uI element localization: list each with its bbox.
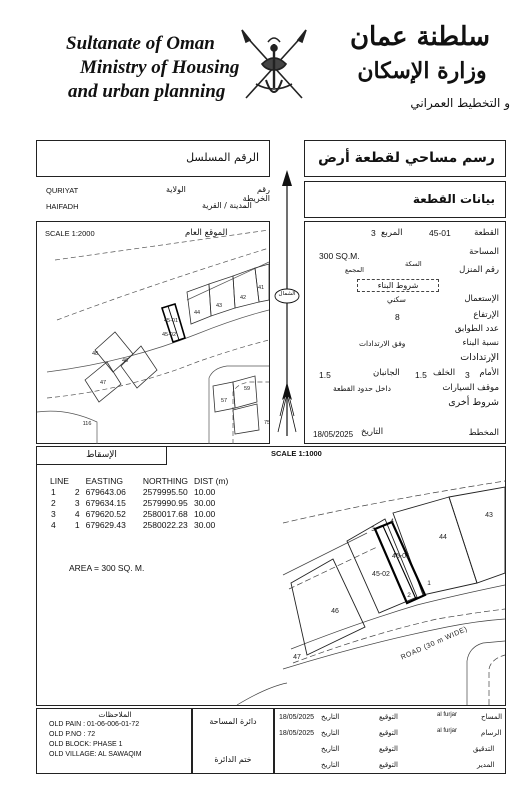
village-label: المدينة / القرية [202, 201, 252, 210]
corner-3: 3 [371, 526, 375, 533]
location-map-plot-48: 48 [91, 351, 99, 357]
block-value: 3 [371, 228, 376, 238]
location-map-drawing [37, 222, 269, 443]
plan-plot-45-02: 45-02 [372, 571, 390, 578]
location-map-plot-43: 43 [215, 303, 223, 309]
location-map-plot-45-02: 45-02 [161, 332, 177, 338]
note-old-village: OLD VILLAGE: AL SAWAQIM [49, 751, 142, 758]
ministry-name-ar-line2: وزارة الإسكان [357, 58, 487, 84]
ministry-name-en-line3: and urban planning [68, 81, 226, 102]
location-map-plot-47: 47 [99, 380, 107, 386]
village-value: HAIFADH [46, 202, 79, 211]
wilayat-label: الولاية [166, 185, 186, 194]
ministry-name-ar-line1: سلطنة عمان [349, 22, 491, 52]
location-map-plot-59: 59 [243, 386, 251, 392]
coordinates-row: 1 2 679643.06 2579995.50 10.00 [51, 487, 216, 497]
coordinates-row: 4 1 679629.43 2580022.23 30.00 [51, 520, 216, 530]
area-statement: AREA = 300 SQ. M. [69, 563, 145, 573]
sides-label: الجانبان [373, 368, 400, 378]
height-label: الإرتفاع [473, 310, 499, 320]
corner-1: 1 [427, 580, 431, 587]
plan-date-value: 18/05/2025 [313, 430, 354, 439]
parking-value: داخل حدود القطعة [333, 384, 391, 393]
area-value: 300 SQ.M. [319, 251, 360, 261]
signature-row: 18/05/2025 التاريخ التوقيع al furjar المساح [279, 712, 503, 721]
sides-value: 1.5 [319, 370, 331, 380]
planner-label: المخطط [468, 428, 499, 438]
coverage-label: نسبة البناء [462, 338, 499, 348]
front-label: الأمام [479, 368, 499, 378]
serial-number-box [36, 140, 270, 177]
height-value: 8 [395, 312, 400, 322]
plan-plot-46: 46 [331, 608, 339, 615]
location-map-title: الموقع العام [185, 228, 228, 238]
coverage-value: وفق الارتدادات [359, 339, 406, 348]
street-sublabel: السكة [405, 260, 422, 268]
survey-department-label: دائرة المساحة [209, 717, 257, 726]
projection-label: الإسقاط [37, 447, 167, 465]
notes-panel [36, 708, 192, 774]
signature-row: 18/05/2025 التاريخ التوقيع al furjar الرسام [279, 728, 502, 737]
col-dist: DIST (m) [194, 476, 229, 486]
plot-plan-drawing [37, 447, 505, 705]
plot-data-title-box [304, 181, 506, 218]
national-emblem-icon [232, 24, 316, 112]
ministry-name-en-line2: Ministry of Housing [80, 57, 240, 78]
other-conditions-label: شروط أخرى [448, 397, 499, 408]
note-old-plot-no: OLD P.NO : 72 [49, 731, 96, 738]
house-number-label: رقم المنزل [459, 265, 499, 275]
front-value: 3 [465, 370, 470, 380]
department-seal-label: ختم الدائرة [214, 755, 252, 764]
use-value: سكني [387, 295, 406, 304]
coordinates-row: 2 3 679634.15 2579990.95 30.00 [51, 498, 216, 508]
document-title: رسم مساحي لقطعة أرض [318, 150, 495, 166]
map-number-label: رقم الخريطة [242, 185, 270, 203]
ministry-name-en-line1: Sultanate of Oman [66, 33, 215, 54]
notes-lines [49, 720, 142, 760]
complex-sublabel: المجمع [345, 266, 364, 274]
location-map-scale: SCALE 1:2000 [45, 229, 95, 238]
location-map-plot-45-01: 45-01 [163, 318, 179, 324]
col-line: LINE [50, 476, 69, 486]
signature-row: التاريخ التوقيع التدقيق [321, 745, 495, 753]
location-map-panel [36, 221, 270, 444]
location-map-plot-116: 116 [82, 421, 92, 427]
location-map-plot-42: 42 [239, 295, 247, 301]
location-map-plot-44: 44 [193, 310, 201, 316]
location-info [36, 181, 270, 217]
plan-scale: SCALE 1:1000 [271, 449, 322, 458]
document-title-box [304, 140, 506, 177]
plan-plot-45-01: 45-01 [392, 553, 410, 560]
serial-number-label: الرقم المسلسل [186, 151, 259, 164]
plot-data-title: بيانات القطعة [412, 192, 495, 206]
signatures-panel [274, 708, 506, 774]
floors-label: عدد الطوابق [454, 324, 499, 334]
back-value: 1.5 [415, 370, 427, 380]
wilayat-value: QURIYAT [46, 186, 79, 195]
plan-plot-47: 47 [293, 654, 301, 661]
plot-plan-panel [36, 446, 506, 706]
department-seal-box [192, 708, 274, 774]
parking-label: موقف السيارات [442, 383, 499, 393]
area-label: المساحة [469, 247, 499, 257]
col-northing: NORTHING [142, 476, 189, 486]
location-map-plot-46: 46 [121, 358, 129, 364]
plan-plot-43: 43 [485, 512, 493, 519]
back-label: الخلف [433, 368, 456, 378]
north-arrow-icon [274, 168, 300, 438]
location-map-plot-75: 75 [263, 420, 271, 426]
plan-date-label: التاريخ [361, 427, 384, 437]
ministry-name-ar-line3: و التخطيط العمراني [410, 96, 510, 110]
setbacks-label: الإرتدادات [460, 352, 499, 363]
location-map-plot-41: 41 [257, 285, 265, 291]
note-old-block: OLD BLOCK: PHASE 1 [49, 741, 123, 748]
road-label: ROAD (30 m WIDE) [399, 625, 469, 662]
coordinates-row: 3 4 679620.52 2580017.68 10.00 [51, 509, 216, 519]
note-old-pain: OLD PAIN : 01-06-006-01-72 [49, 721, 140, 728]
corner-2: 2 [407, 592, 411, 599]
notes-title: الملاحظات [98, 710, 132, 719]
signature-row: التاريخ التوقيع المدير [321, 761, 495, 769]
use-label: الإستعمال [464, 294, 499, 304]
corner-4: 4 [390, 518, 394, 525]
block-label: المربع [381, 228, 403, 238]
col-easting: EASTING [85, 476, 123, 486]
plot-value: 45-01 [429, 228, 451, 238]
plot-label: القطعة [474, 228, 499, 238]
location-map-plot-57: 57 [220, 398, 228, 404]
building-conditions-label: شروط البناء [357, 279, 439, 292]
plan-plot-44: 44 [439, 534, 447, 541]
north-label: الشمال [278, 291, 296, 297]
plot-data-panel [304, 221, 506, 444]
